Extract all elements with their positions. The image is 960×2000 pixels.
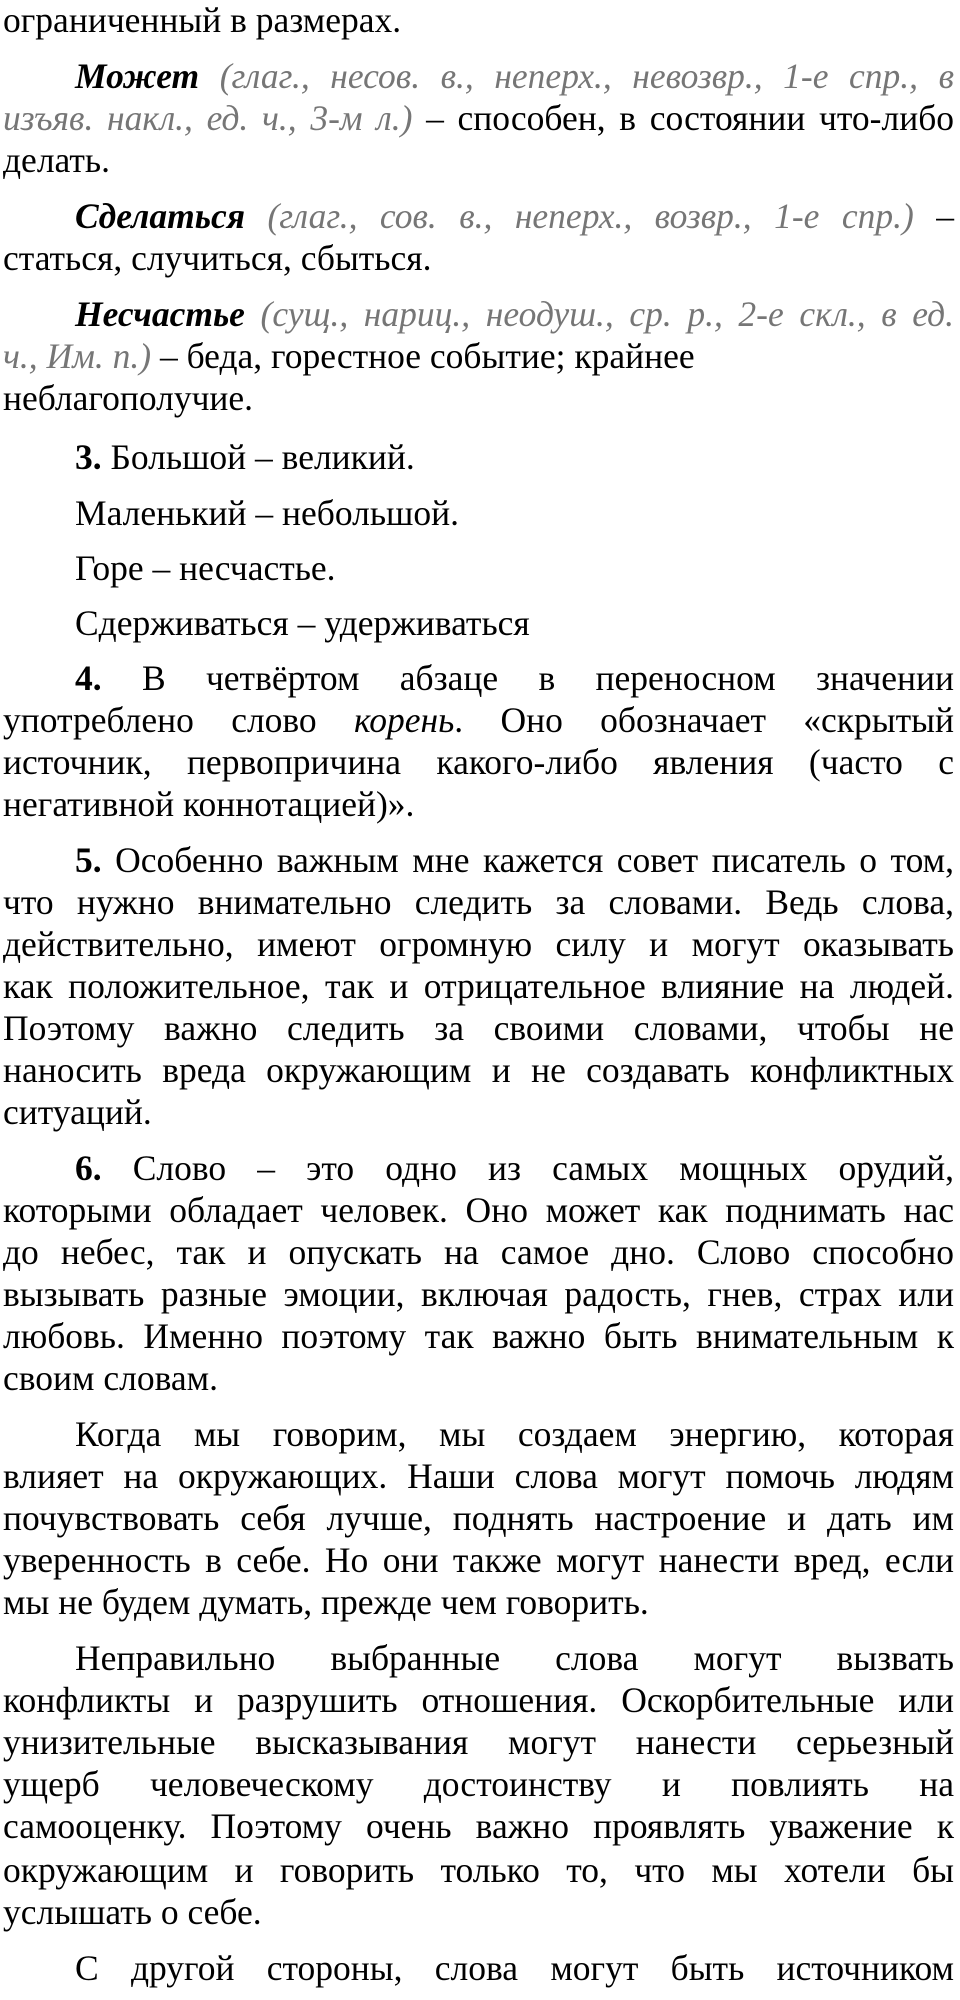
text-fragment: . Оно обозначает «скрытый xyxy=(454,700,954,740)
task-5-line: как положительное, так и отрицательное влияние на людей. xyxy=(3,966,954,1006)
dictionary-entry-line xyxy=(75,294,954,336)
task-4-line xyxy=(3,700,954,742)
paragraph-line: почувствовать себя лучше, поднять настроение и дать им xyxy=(3,1498,954,1538)
synonym-pair: Маленький – небольшой. xyxy=(75,493,459,533)
task-number: 3. xyxy=(75,437,102,477)
text-fragment: В четвёртом абзаце в переносном значении xyxy=(101,658,954,698)
entry-definition: – xyxy=(913,196,954,236)
task-number: 6. xyxy=(75,1148,102,1188)
entry-grammar: (глаг., сов. в., неперх., возвр., 1-е спр.) xyxy=(267,196,914,236)
dictionary-entry-line: делать. xyxy=(3,140,110,180)
text-line: ограниченный в размерах. xyxy=(3,0,402,40)
dictionary-entry-line xyxy=(75,196,954,238)
paragraph-line: С другой стороны, слова могут быть источником xyxy=(75,1948,954,1988)
task-4-line: негативной коннотацией)». xyxy=(3,784,415,824)
entry-headword: Несчастье xyxy=(75,294,245,334)
task-6-line: любовь. Именно поэтому так важно быть внимательным к xyxy=(3,1316,954,1356)
entry-definition: – способен, в состоянии что-либо xyxy=(412,98,955,138)
paragraph-line: услышать о себе. xyxy=(3,1892,262,1932)
task-6-line xyxy=(75,1148,954,1190)
task-5-line: наносить вреда окружающим и не создавать конфликтных xyxy=(3,1050,954,1090)
paragraph-line: мы не будем думать, прежде чем говорить. xyxy=(3,1582,649,1622)
entry-headword: Может xyxy=(75,56,200,96)
entry-grammar: (сущ., нариц., неодуш., ср. р., 2-е скл., в ед. xyxy=(260,294,955,334)
task-5-line: что нужно внимательно следить за словами. Ведь слова, xyxy=(3,882,954,922)
text-fragment: Особенно важным мне кажется совет писатель о том, xyxy=(101,840,954,880)
task-6-line: своим словам. xyxy=(3,1358,218,1398)
paragraph-line: Неправильно выбранные слова могут вызвать xyxy=(75,1638,954,1678)
dictionary-entry-line xyxy=(3,98,954,140)
paragraph-line: самооценку. Поэтому очень важно проявлять уважение к xyxy=(3,1806,954,1846)
synonym-pair: Горе – несчастье. xyxy=(75,548,336,588)
entry-headword: Сделаться xyxy=(75,196,246,236)
dictionary-entry-line xyxy=(75,56,954,98)
dictionary-entry-line xyxy=(3,336,954,378)
task-3-line xyxy=(75,437,954,479)
paragraph-line: влияет на окружающих. Наши слова могут помочь людям xyxy=(3,1456,954,1496)
dictionary-entry-line: неблагополучие. xyxy=(3,378,254,418)
paragraph-line: унизительные высказывания могут нанести серьезный xyxy=(3,1722,954,1762)
entry-grammar: ч., Им. п.) xyxy=(3,336,152,376)
task-4-line: источник, первопричина какого-либо явления (часто с xyxy=(3,742,954,782)
task-5-line xyxy=(75,840,954,882)
task-4-line xyxy=(75,658,954,700)
text-fragment: Слово – это одно из самых мощных орудий, xyxy=(101,1148,954,1188)
italic-word: корень xyxy=(354,700,455,740)
synonym-pair: Большой – великий. xyxy=(101,437,415,477)
paragraph-line: Когда мы говорим, мы создаем энергию, которая xyxy=(75,1414,954,1454)
entry-grammar: (глаг., несов. в., неперх., невозвр., 1-е спр., в xyxy=(219,56,955,96)
synonym-pair: Сдерживаться – удерживаться xyxy=(75,603,530,643)
task-5-line: действительно, имеют огромную силу и могут оказывать xyxy=(3,924,954,964)
paragraph-line: конфликты и разрушить отношения. Оскорбительные или xyxy=(3,1680,954,1720)
entry-grammar: изъяв. накл., ед. ч., 3-м л.) xyxy=(3,98,413,138)
dictionary-entry-line: статься, случиться, сбыться. xyxy=(3,238,432,278)
task-number: 4. xyxy=(75,658,102,698)
task-number: 5. xyxy=(75,840,102,880)
paragraph-line: ущерб человеческому достоинству и повлиять на xyxy=(3,1764,954,1804)
paragraph-line: окружающим и говорить только то, что мы хотели бы xyxy=(3,1850,954,1890)
paragraph-line: уверенность в себе. Но они также могут нанести вред, если xyxy=(3,1540,954,1580)
task-5-line: Поэтому важно следить за своими словами, чтобы не xyxy=(3,1008,954,1048)
task-6-line: до небес, так и опускать на самое дно. Слово способно xyxy=(3,1232,954,1272)
text-fragment: употреблено слово xyxy=(3,700,354,740)
task-6-line: которыми обладает человек. Оно может как поднимать нас xyxy=(3,1190,954,1230)
entry-definition: – беда, горестное событие; крайнее xyxy=(151,336,695,376)
task-5-line: ситуаций. xyxy=(3,1092,152,1132)
task-6-line: вызывать разные эмоции, включая радость, гнев, страх или xyxy=(3,1274,954,1314)
